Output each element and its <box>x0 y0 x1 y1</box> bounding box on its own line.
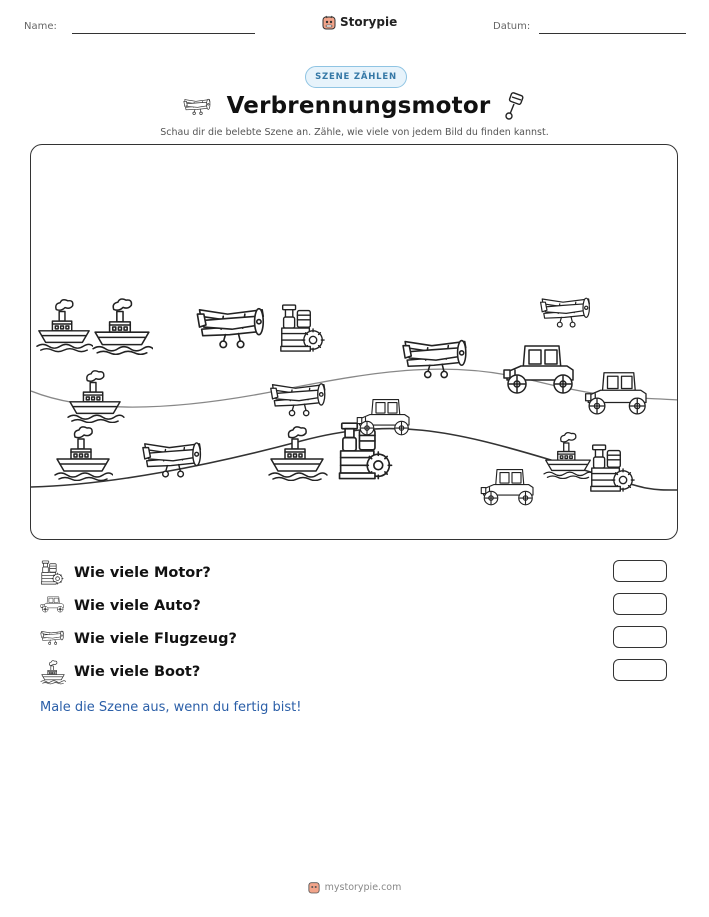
instructions: Schau dir die belebte Szene an. Zähle, wie viele von jedem Bild du finden kannst. <box>160 127 549 138</box>
scene-boat <box>68 371 124 423</box>
scene-car <box>481 470 533 505</box>
scene-airplane <box>541 298 590 327</box>
question-car <box>40 593 680 619</box>
scene-canvas <box>31 145 678 540</box>
storypie-logo-icon <box>322 14 336 30</box>
question-airplane <box>40 626 680 652</box>
date-label: Datum: <box>493 21 531 32</box>
answer-box-engine[interactable] <box>613 560 667 582</box>
boat-icon <box>40 659 66 685</box>
name-field-line[interactable] <box>72 33 255 34</box>
scene-boat <box>544 433 594 479</box>
hill-line-back <box>31 369 678 407</box>
counting-scene <box>30 144 678 540</box>
brand-name: Storypie <box>340 15 398 29</box>
scene-boat <box>55 427 113 481</box>
scene-airplane <box>197 309 263 348</box>
scene-airplane <box>403 341 466 378</box>
airplane-icon <box>40 626 66 652</box>
scene-boat <box>269 427 327 481</box>
question-text: Wie viele Motor? <box>74 565 211 581</box>
answer-box-airplane[interactable] <box>613 626 667 648</box>
scene-engine <box>591 445 634 491</box>
engine-icon <box>40 560 66 586</box>
question-engine <box>40 560 680 586</box>
date-field-line[interactable] <box>539 33 686 34</box>
site-footer <box>0 880 709 894</box>
car-icon <box>40 593 66 619</box>
scene-boat <box>37 300 93 352</box>
answer-box-car[interactable] <box>613 593 667 615</box>
scene-car <box>504 346 573 393</box>
piston-icon <box>504 92 526 120</box>
question-boat <box>40 659 680 685</box>
question-text: Wie viele Auto? <box>74 598 201 614</box>
scene-boat <box>93 299 153 354</box>
answer-box-boat[interactable] <box>613 659 667 681</box>
worksheet-header <box>0 14 709 42</box>
question-text: Wie viele Boot? <box>74 664 201 680</box>
name-label: Name: <box>24 21 57 32</box>
brand-logo <box>322 14 397 30</box>
site-url: mystorypie.com <box>324 881 402 893</box>
storypie-logo-icon <box>308 880 320 894</box>
airplane-icon <box>183 95 213 117</box>
section-badge: SZENE ZÄHLEN <box>305 66 407 88</box>
scene-engine <box>281 305 324 351</box>
question-text: Wie viele Flugzeug? <box>74 631 237 647</box>
page-title: Verbrennungsmotor <box>226 93 491 119</box>
scene-airplane <box>143 443 201 477</box>
scene-airplane <box>271 384 325 416</box>
title-row <box>0 92 709 120</box>
scene-car <box>586 373 646 414</box>
coloring-note: Male die Szene aus, wenn du fertig bist! <box>40 700 302 715</box>
